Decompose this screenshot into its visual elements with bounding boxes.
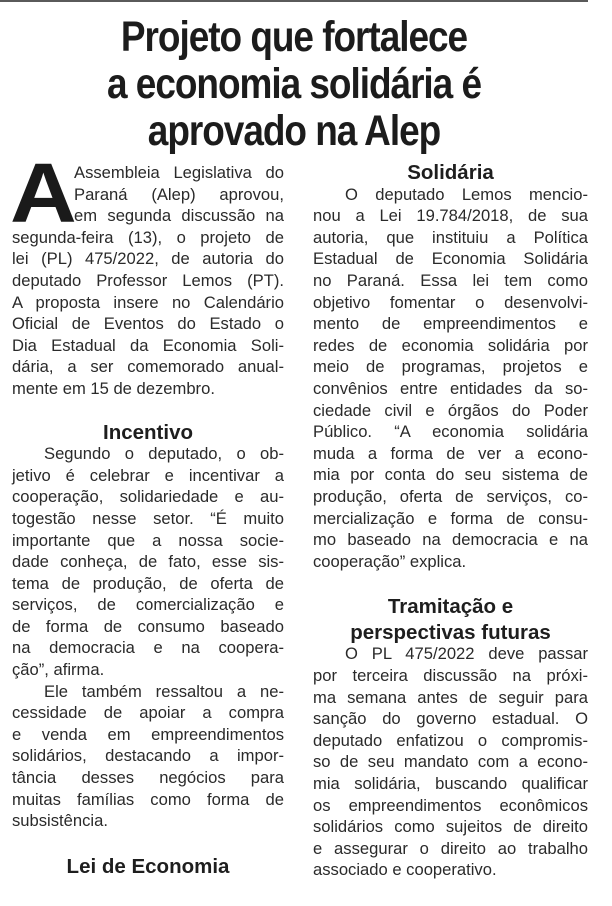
text-line: ção”, afirma.	[12, 660, 105, 680]
text-line: dária, a ser comemorado anual-	[12, 357, 284, 377]
text-line: cooperação” explica.	[313, 551, 467, 571]
text-line: nou a Lei 19.784/2018, de sua	[313, 206, 588, 226]
text-line: subsistência.	[12, 811, 108, 831]
text-line: na democracia e na coopera-	[12, 638, 284, 658]
lei-paragraph	[313, 184, 588, 573]
text-line: mia solidária, buscando qualificar	[313, 774, 588, 794]
text-line: Paraná (Alep) aprovou,	[74, 184, 284, 204]
text-line: deputado Professor Lemos (PT).	[12, 270, 284, 290]
text-line: togestão nesse setor. “É muito	[12, 508, 284, 528]
subheading-tramitacao-line-2: perspectivas futuras	[350, 620, 551, 644]
text-line: Público. “A economia solidária	[313, 422, 588, 442]
text-line: Segundo o deputado, o ob-	[44, 444, 284, 464]
text-line: mo baseado na democracia e na	[313, 530, 588, 550]
text-line: Ele também ressaltou a ne-	[44, 681, 284, 701]
incentivo-paragraph-2	[12, 681, 284, 832]
text-line: objetivo fomentar o desenvolvi-	[313, 292, 588, 312]
headline-line: Projeto que fortalece	[120, 13, 468, 61]
text-line: Assembleia Legislativa do	[74, 163, 284, 182]
text-line: O deputado Lemos mencio-	[345, 184, 588, 204]
text-line: tema de produção, de oferta de	[12, 573, 284, 593]
text-line: autoria, que instituiu a Política	[313, 227, 588, 247]
tramitacao-paragraph	[313, 643, 588, 881]
text-line: e assegurar o direito ao trabalho	[313, 838, 588, 858]
top-rule	[0, 0, 588, 2]
text-line: os empreendimentos econômicos	[313, 795, 588, 815]
intro-paragraph	[10, 146, 284, 400]
text-line: solidários, destacando a impor-	[12, 746, 284, 766]
text-line: importante que a nossa socie-	[12, 530, 284, 550]
text-line: mento de empreendimentos e	[313, 314, 588, 334]
text-line: Estadual de Economia Solidária	[313, 249, 588, 269]
subheading-lei-line-2: Solidária	[407, 161, 494, 184]
text-line: ma semana antes de seguir para	[313, 687, 588, 707]
text-line: A proposta insere no Calendário	[12, 292, 284, 312]
right-column	[313, 162, 588, 881]
text-line: mente em 15 de dezembro.	[12, 378, 215, 398]
subheading-lei-line-1: Lei de Economia	[66, 854, 230, 878]
text-line: sanção do governo estadual. O	[313, 709, 588, 729]
text-line: Dia Estadual da Economia Soli-	[12, 335, 284, 355]
text-line: ciedade civil e órgãos do Poder	[313, 400, 588, 420]
text-line: solidários como sujeitos de direito	[313, 817, 588, 837]
drop-cap: A	[10, 146, 77, 240]
text-line: convênios entre entidades da so-	[313, 378, 588, 398]
text-line: no Paraná. Essa lei tem como	[313, 270, 588, 290]
subheading-incentivo: Incentivo	[103, 420, 193, 444]
text-line: cessidade de apoiar a compra	[12, 703, 284, 723]
text-line: e venda em empreendimentos	[12, 724, 284, 744]
left-column	[10, 146, 284, 878]
text-line: meio de programas, projetos e	[313, 357, 588, 377]
text-line: mercialização e forma de consu-	[313, 508, 588, 528]
text-line: de forma de consumo baseado	[12, 616, 284, 636]
text-line: O PL 475/2022 deve passar	[345, 644, 588, 664]
text-line: so de seu mandato com a econo-	[313, 752, 588, 772]
text-line: lei (PL) 475/2022, de autoria do	[12, 249, 284, 269]
text-line: cooperação, solidariedade e au-	[12, 487, 284, 507]
text-line: produção, oferta de serviços, co-	[313, 486, 588, 506]
text-line: deputado enfatizou o compromis-	[313, 730, 588, 750]
headline	[41, 14, 547, 155]
text-line: serviços, de comercialização e	[12, 595, 284, 615]
text-line: tância desses negócios para	[12, 768, 284, 788]
text-line: dade conheça, de fato, esse sis-	[12, 552, 284, 572]
text-line: associado e cooperativo.	[313, 860, 497, 880]
incentivo-paragraph-1	[12, 443, 284, 681]
text-line: muda a forma de ver a econo-	[313, 443, 588, 463]
text-line: Oficial de Eventos do Estado o	[12, 314, 284, 334]
headline-line: a economia solidária é	[107, 60, 481, 108]
subheading-tramitacao-line-1: Tramitação e	[387, 595, 514, 619]
text-line: em segunda discussão na	[74, 206, 284, 226]
headline-line: aprovado na Alep	[147, 107, 441, 155]
text-line: segunda-feira (13), o projeto de	[12, 227, 284, 247]
text-line: muitas famílias como forma de	[12, 789, 284, 809]
text-line: mia por conta do seu sistema de	[313, 465, 588, 485]
text-line: por terceira discussão na próxi-	[313, 666, 588, 686]
text-line: redes de economia solidária por	[313, 335, 588, 355]
text-line: jetivo é celebrar e incentivar a	[12, 465, 284, 485]
